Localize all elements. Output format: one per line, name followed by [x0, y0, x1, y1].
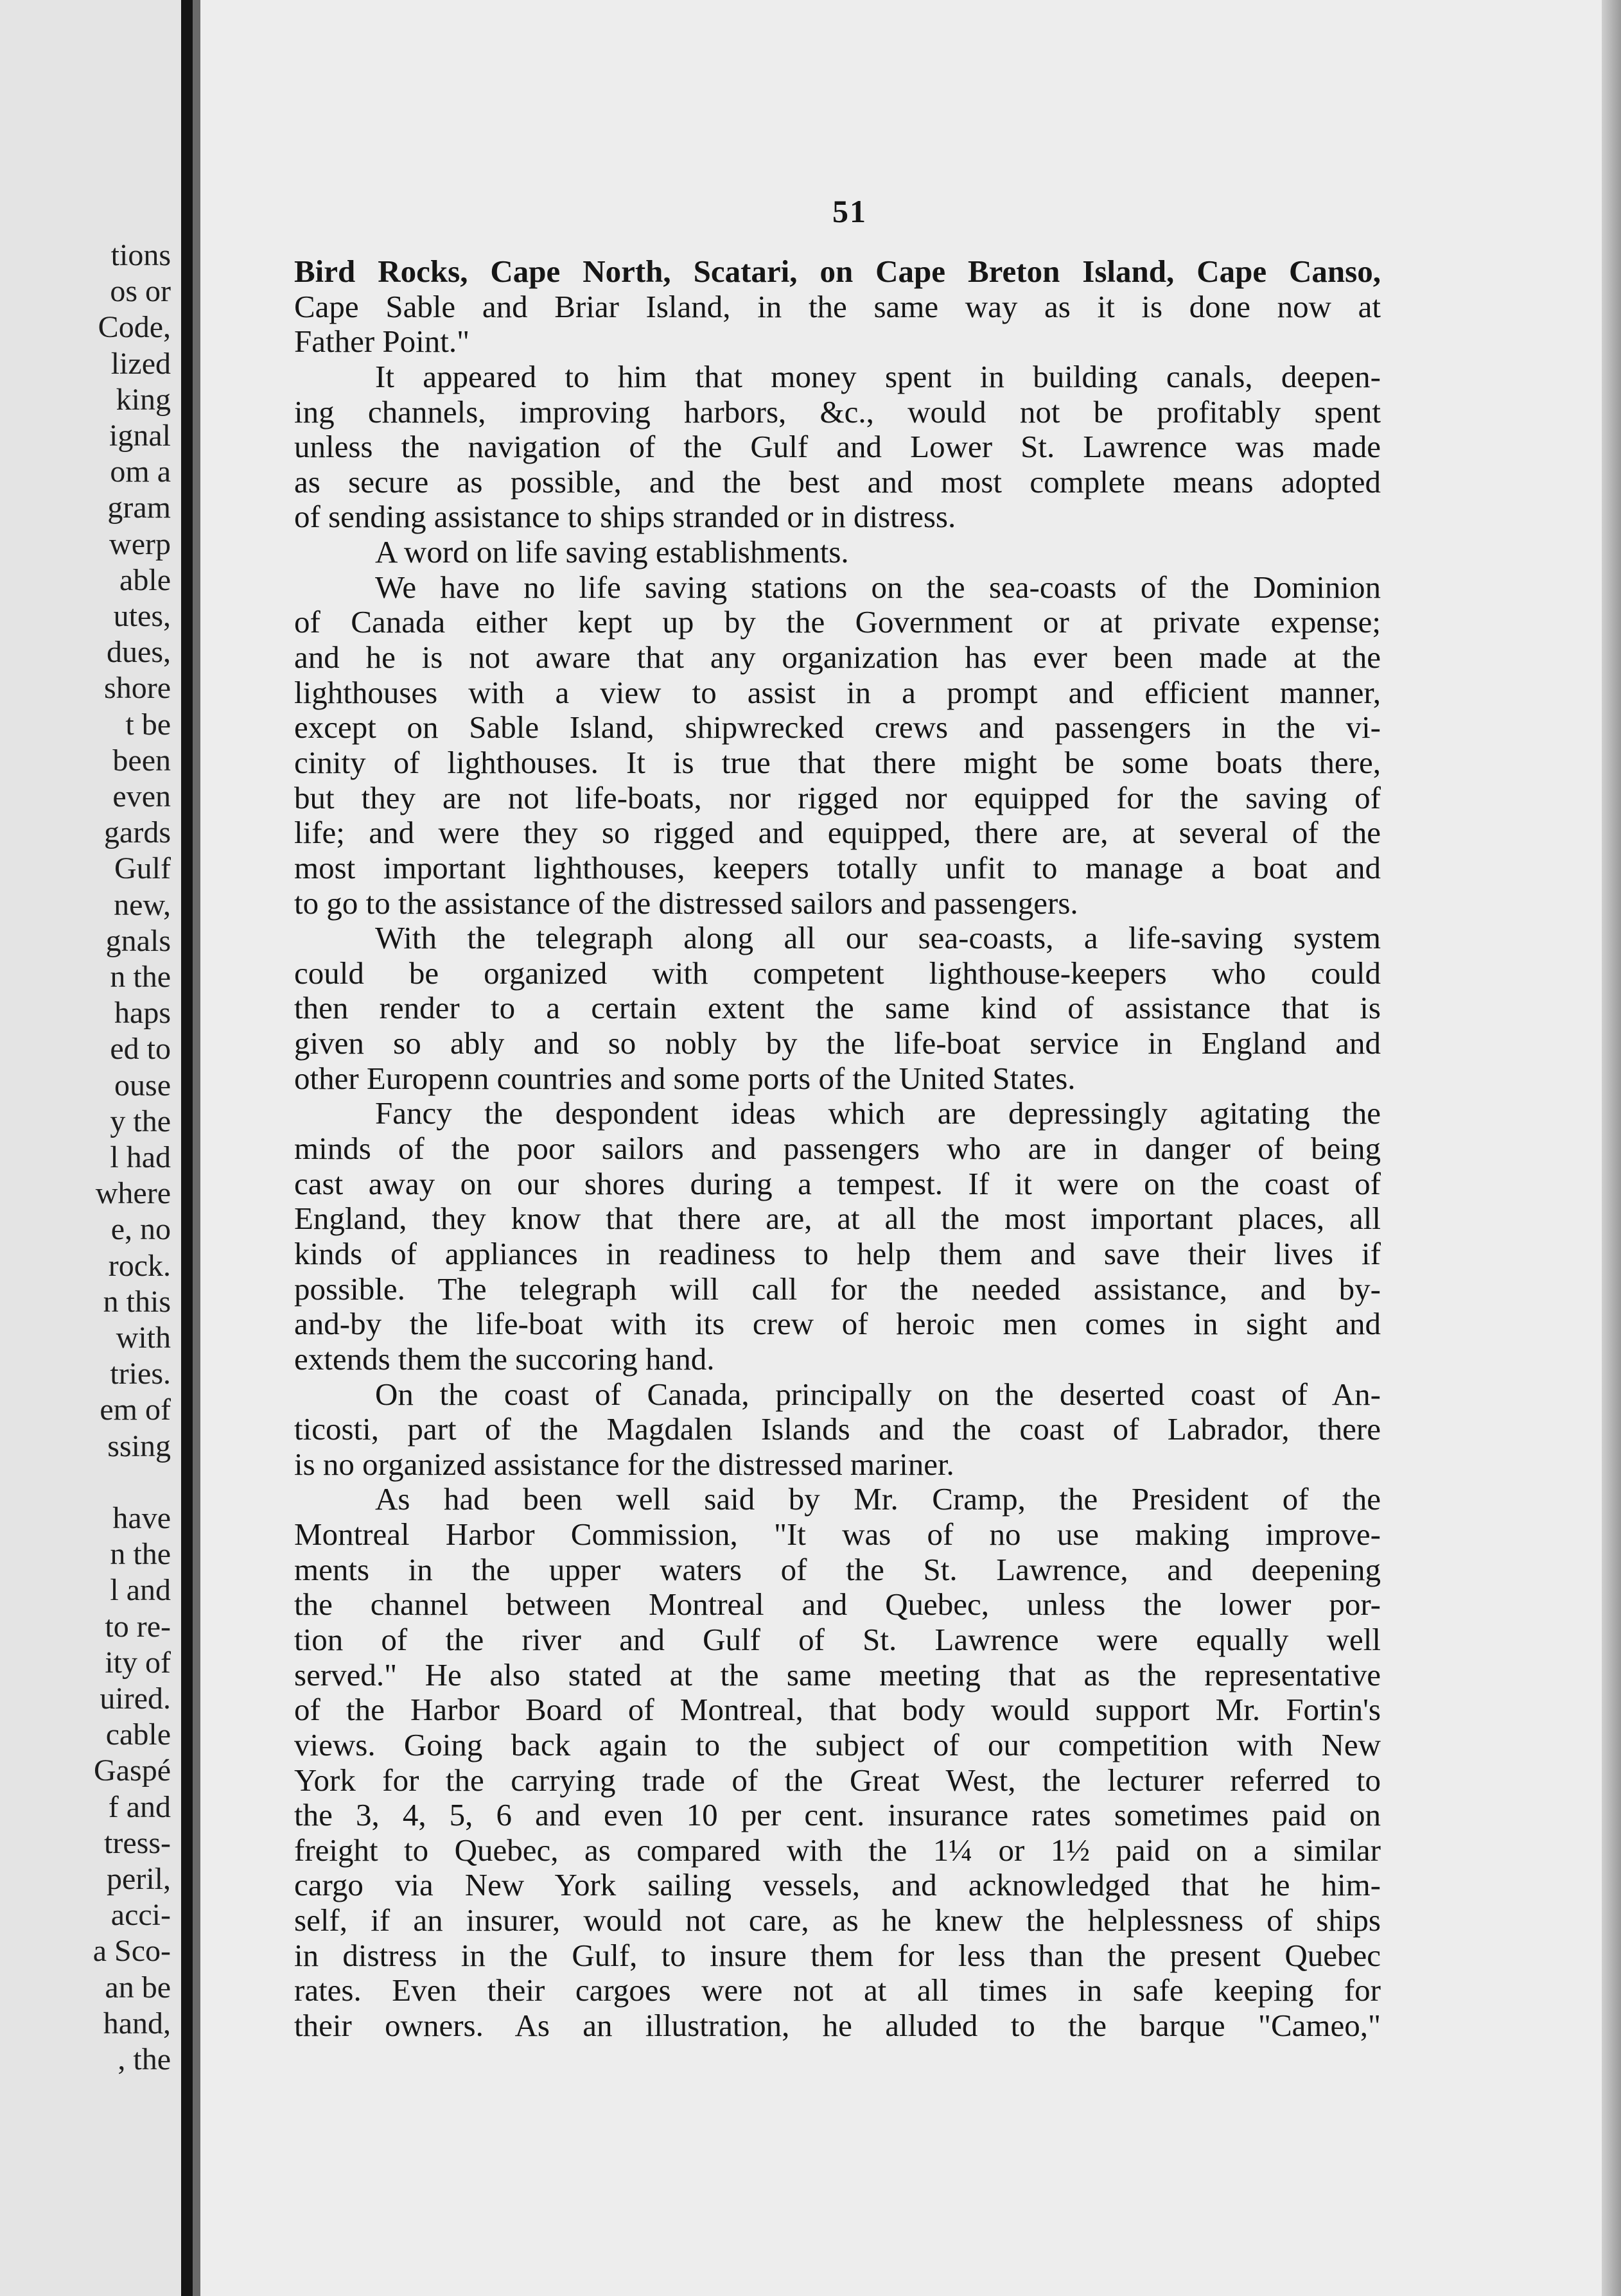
text-line: of sending assistance to ships stranded or in distress.: [294, 499, 956, 535]
facing-page-fragment: os or: [110, 274, 171, 309]
text-line: could be organized with competent lighthouse-keepers who could: [294, 955, 1381, 991]
text-line: the 3, 4, 5, 6 and even 10 per cent. insurance rates sometimes paid on: [294, 1797, 1381, 1833]
text-line: extends them the succoring hand.: [294, 1341, 715, 1377]
facing-page-fragment: to re-: [105, 1609, 171, 1644]
text-line: of the Harbor Board of Montreal, that body would support Mr. Fortin's: [294, 1692, 1381, 1728]
text-line: most important lighthouses, keepers totally unfit to manage a boat and: [294, 849, 1381, 885]
facing-page-fragment: om a: [110, 455, 171, 489]
body-text: [294, 254, 1381, 2044]
page-number: 51: [832, 193, 867, 229]
text-line: A word on life saving establishments.: [375, 534, 849, 570]
facing-page-fragment: uired.: [100, 1682, 171, 1716]
text-line: cast away on our shores during a tempest. If it were on the coast of: [294, 1165, 1381, 1201]
facing-page-fragment: e, no: [110, 1212, 171, 1247]
text-line: ments in the upper waters of the St. Lawrence, and deepening: [294, 1551, 1381, 1587]
text-line: then render to a certain extent the same kind of assistance that is: [294, 990, 1381, 1026]
text-line: ing channels, improving harbors, &c., would not be profitably spent: [294, 394, 1381, 430]
text-line: On the coast of Canada, principally on the deserted coast of An-: [375, 1376, 1381, 1412]
facing-page-fragment: l and: [110, 1573, 171, 1608]
facing-page-fragment: Gaspé: [94, 1753, 171, 1788]
text-line: to go to the assistance of the distressed sailors and passengers.: [294, 885, 1078, 921]
facing-page-edge: [0, 0, 181, 2296]
text-line: ticosti, part of the Magdalen Islands and the coast of Labrador, there: [294, 1411, 1381, 1447]
facing-page-fragment: y the: [110, 1104, 171, 1138]
facing-page-fragment: ssing: [107, 1429, 171, 1463]
text-line: Bird Rocks, Cape North, Scatari, on Cape Breton Island, Cape Canso,: [294, 254, 1381, 289]
text-line: unless the navigation of the Gulf and Lower St. Lawrence was made: [294, 429, 1381, 465]
facing-page-fragment: lized: [110, 346, 171, 381]
facing-page-fragment: an be: [105, 1970, 171, 2005]
facing-page-fragment: gards: [104, 815, 171, 850]
text-line: Fancy the despondent ideas which are depressingly agitating the: [375, 1095, 1381, 1131]
text-line: possible. The telegraph will call for the needed assistance, and by-: [294, 1271, 1381, 1307]
facing-page-fragment: even: [112, 779, 171, 813]
facing-page-fragment: ignal: [109, 419, 171, 453]
facing-page-fragment: Code,: [98, 310, 171, 345]
text-line: freight to Quebec, as compared with the 1¼ or 1½ paid on a similar: [294, 1832, 1381, 1868]
facing-page-fragment: hand,: [103, 2006, 171, 2040]
text-line: As had been well said by Mr. Cramp, the President of the: [375, 1481, 1381, 1517]
text-line: tion of the river and Gulf of St. Lawrence were equally well: [294, 1621, 1381, 1657]
text-line: cinity of lighthouses. It is true that there might be some boats there,: [294, 744, 1381, 780]
text-line: but they are not life-boats, nor rigged nor equipped for the saving of: [294, 779, 1381, 815]
text-line: their owners. As an illustration, he alluded to the barque "Cameo,": [294, 2008, 1381, 2044]
facing-page-fragment: tries.: [110, 1357, 171, 1391]
text-line: lighthouses with a view to assist in a prompt and efficient manner,: [294, 674, 1381, 710]
text-line: It appeared to him that money spent in building canals, deepen-: [375, 358, 1381, 394]
page-right-edge: [1602, 0, 1621, 2296]
text-line: served." He also stated at the same meeting that as the representative: [294, 1657, 1381, 1692]
facing-page-fragment: a Sco-: [92, 1934, 171, 1969]
facing-page-fragment: able: [119, 562, 171, 597]
facing-page-fragment: n this: [103, 1284, 171, 1319]
facing-page-fragment: gnals: [105, 923, 171, 958]
page-shadow: [193, 0, 200, 2296]
facing-page-fragment: utes,: [113, 599, 171, 633]
facing-page-fragment: tress-: [104, 1825, 171, 1860]
text-line: Cape Sable and Briar Island, in the same way as it is done now at: [294, 288, 1381, 324]
text-line: York for the carrying trade of the Great West, the lecturer referred to: [294, 1762, 1381, 1798]
text-line: England, they know that there are, at all the most important places, all: [294, 1201, 1381, 1237]
facing-page-fragment: cable: [105, 1718, 171, 1752]
text-line: rates. Even their cargoes were not at all times in safe keeping for: [294, 1972, 1381, 2008]
text-line: as secure as possible, and the best and most complete means adopted: [294, 464, 1381, 500]
facing-page-fragment: f and: [108, 1789, 171, 1824]
facing-page-fragment: dues,: [107, 635, 171, 670]
text-line: given so ably and so nobly by the life-boat service in England and: [294, 1025, 1381, 1061]
text-line: of Canada either kept up by the Government or at private expense;: [294, 604, 1381, 640]
facing-page-fragment: , the: [118, 2042, 171, 2076]
text-line: is no organized assistance for the distressed mariner.: [294, 1446, 954, 1482]
text-line: the channel between Montreal and Quebec, unless the lower por-: [294, 1587, 1381, 1622]
facing-page-fragment: rock.: [108, 1248, 171, 1283]
text-line: minds of the poor sailors and passengers who are in danger of being: [294, 1131, 1381, 1167]
facing-page-fragment: shore: [104, 671, 171, 706]
facing-page-fragment: with: [116, 1321, 171, 1355]
text-line: Father Point.": [294, 324, 470, 360]
text-line: cargo via New York sailing vessels, and acknowledged that he him-: [294, 1867, 1381, 1903]
facing-page-fragment: ouse: [114, 1068, 171, 1102]
facing-page-fragment: have: [112, 1501, 171, 1535]
text-line: kinds of appliances in readiness to help them and save their lives if: [294, 1235, 1381, 1271]
facing-page-fragment: king: [116, 382, 171, 417]
facing-page-fragment: em of: [100, 1393, 171, 1427]
binding-gutter: [181, 0, 193, 2296]
facing-page-fragment: peril,: [107, 1862, 171, 1896]
text-line: except on Sable Island, shipwrecked crews and passengers in the vi-: [294, 709, 1381, 745]
text-line: views. Going back again to the subject of our competition with New: [294, 1726, 1381, 1762]
facing-page-fragment: t be: [125, 707, 171, 742]
text-line: in distress in the Gulf, to insure them for less than the present Quebec: [294, 1937, 1381, 1973]
text-line: We have no life saving stations on the sea-coasts of the Dominion: [375, 569, 1381, 605]
text-line: self, if an insurer, would not care, as he knew the helplessness of ships: [294, 1902, 1381, 1938]
facing-page-fragment: where: [95, 1176, 171, 1211]
facing-page-fragment: l had: [110, 1140, 171, 1174]
facing-page-fragment: Gulf: [114, 851, 171, 886]
text-line: Montreal Harbor Commission, "It was of no use making improve-: [294, 1517, 1381, 1552]
facing-page-fragment: ed to: [110, 1032, 171, 1066]
facing-page-fragment: been: [112, 743, 171, 778]
facing-page-fragment: acci-: [110, 1898, 171, 1933]
text-line: life; and were they so rigged and equipped, there are, at several of the: [294, 815, 1381, 851]
facing-page-fragment: ity of: [105, 1645, 171, 1680]
text-line: other Europenn countries and some ports of the United States.: [294, 1060, 1076, 1096]
facing-page-fragment: new,: [114, 887, 171, 922]
text-line: and-by the life-boat with its crew of heroic men comes in sight and: [294, 1306, 1381, 1342]
facing-page-fragment: tions: [110, 238, 171, 272]
facing-page-fragment: gram: [107, 491, 171, 525]
text-line: and he is not aware that any organization has ever been made at the: [294, 639, 1381, 675]
facing-page-fragment: n the: [110, 1537, 171, 1572]
text-line: With the telegraph along all our sea-coasts, a life-saving system: [375, 920, 1381, 956]
facing-page-fragment: n the: [110, 960, 171, 994]
facing-page-fragment: haps: [114, 996, 171, 1031]
facing-page-fragment: werp: [109, 526, 171, 561]
